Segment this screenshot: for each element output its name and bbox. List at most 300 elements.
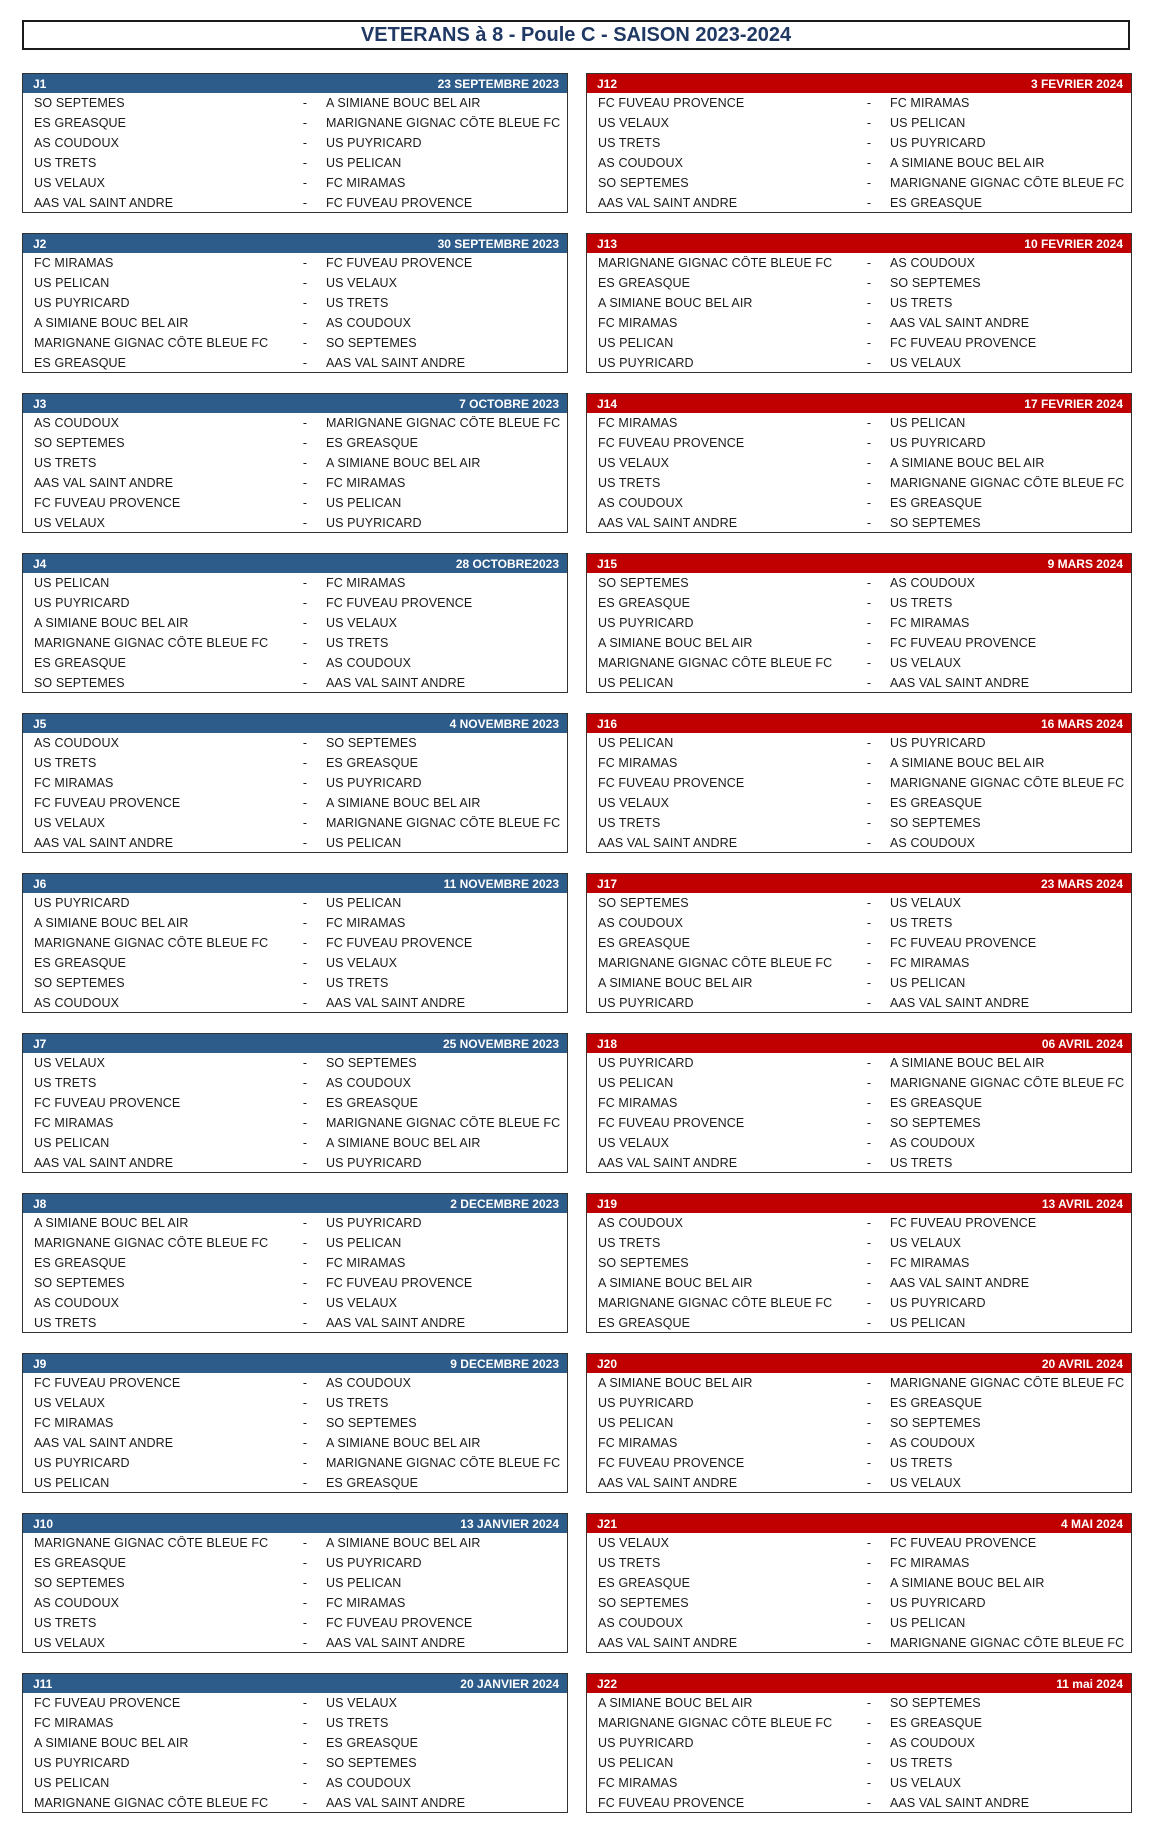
away-team: A SIMIANE BOUC BEL AIR — [326, 1136, 481, 1150]
match-separator: - — [302, 976, 308, 990]
home-team: US VELAUX — [598, 796, 670, 810]
away-team: FC MIRAMAS — [890, 96, 970, 110]
home-team: MARIGNANE GIGNAC CÔTE BLEUE FC — [34, 936, 269, 950]
match-row — [23, 293, 567, 313]
home-team: A SIMIANE BOUC BEL AIR — [34, 916, 189, 930]
match-separator: - — [866, 816, 872, 830]
match-row — [587, 1533, 1131, 1553]
match-separator: - — [866, 936, 872, 950]
match-row — [23, 1213, 567, 1233]
match-separator: - — [866, 1056, 872, 1070]
match-separator: - — [866, 116, 872, 130]
away-team: AS COUDOUX — [890, 1436, 976, 1450]
round-header — [587, 234, 1131, 253]
away-team: FC MIRAMAS — [890, 1256, 970, 1270]
match-row — [23, 653, 567, 673]
home-team: SO SEPTEMES — [34, 96, 125, 110]
home-team: ES GREASQUE — [598, 1316, 691, 1330]
match-row — [587, 1073, 1131, 1093]
match-separator: - — [866, 916, 872, 930]
match-separator: - — [302, 1136, 308, 1150]
home-team: US TRETS — [598, 1556, 661, 1570]
match-separator: - — [302, 1636, 308, 1650]
home-team: US PELICAN — [598, 676, 674, 690]
home-team: FC FUVEAU PROVENCE — [598, 776, 745, 790]
match-row — [23, 1373, 567, 1393]
match-row — [23, 1053, 567, 1073]
match-separator: - — [302, 1156, 308, 1170]
match-row — [23, 1093, 567, 1113]
home-team: A SIMIANE BOUC BEL AIR — [34, 316, 189, 330]
match-row — [23, 933, 567, 953]
round-label: J19 — [597, 1196, 618, 1211]
home-team: US PELICAN — [598, 1416, 674, 1430]
away-team: MARIGNANE GIGNAC CÔTE BLEUE FC — [890, 176, 1125, 190]
match-separator: - — [866, 1076, 872, 1090]
match-separator: - — [866, 656, 872, 670]
away-team: ES GREASQUE — [890, 1716, 983, 1730]
match-separator: - — [302, 576, 308, 590]
away-team: US PELICAN — [326, 496, 402, 510]
away-team: US PUYRICARD — [326, 1156, 422, 1170]
away-team: SO SEPTEMES — [326, 736, 417, 750]
match-separator: - — [302, 636, 308, 650]
away-team: ES GREASQUE — [326, 1476, 419, 1490]
round-date: 4 NOVEMBRE 2023 — [449, 716, 559, 731]
home-team: US VELAUX — [598, 1136, 670, 1150]
away-team: SO SEPTEMES — [890, 1416, 981, 1430]
away-team: MARIGNANE GIGNAC CÔTE BLEUE FC — [890, 1376, 1125, 1390]
home-team: ES GREASQUE — [598, 936, 691, 950]
round-label: J14 — [597, 396, 618, 411]
away-team: US VELAUX — [890, 896, 962, 910]
away-team: AS COUDOUX — [890, 256, 976, 270]
round-header — [23, 874, 567, 893]
away-team: MARIGNANE GIGNAC CÔTE BLEUE FC — [326, 416, 561, 430]
match-separator: - — [302, 996, 308, 1010]
home-team: A SIMIANE BOUC BEL AIR — [598, 296, 753, 310]
home-team: FC FUVEAU PROVENCE — [598, 1116, 745, 1130]
home-team: US PUYRICARD — [598, 1396, 694, 1410]
away-team: US TRETS — [326, 1396, 389, 1410]
away-team: ES GREASQUE — [326, 756, 419, 770]
match-separator: - — [866, 576, 872, 590]
round-date: 4 MAI 2024 — [1060, 1516, 1123, 1531]
away-team: US PELICAN — [890, 1616, 966, 1630]
match-separator: - — [302, 476, 308, 490]
away-team: AS COUDOUX — [326, 316, 412, 330]
match-separator: - — [866, 176, 872, 190]
round-block-j22 — [586, 1673, 1132, 1813]
home-team: US VELAUX — [598, 1536, 670, 1550]
match-separator: - — [866, 1576, 872, 1590]
away-team: US VELAUX — [326, 956, 398, 970]
home-team: US TRETS — [34, 756, 97, 770]
round-date: 11 NOVEMBRE 2023 — [443, 876, 559, 891]
match-row — [587, 1453, 1131, 1473]
home-team: AAS VAL SAINT ANDRE — [598, 1476, 738, 1490]
home-team: US PELICAN — [34, 1776, 110, 1790]
away-team: ES GREASQUE — [890, 796, 983, 810]
home-team: AS COUDOUX — [34, 1296, 120, 1310]
home-team: US VELAUX — [34, 516, 106, 530]
match-row — [23, 453, 567, 473]
home-team: MARIGNANE GIGNAC CÔTE BLEUE FC — [34, 336, 269, 350]
round-header — [587, 1674, 1131, 1693]
away-team: AAS VAL SAINT ANDRE — [326, 1636, 466, 1650]
away-team: FC FUVEAU PROVENCE — [326, 196, 473, 210]
match-row — [587, 1473, 1131, 1493]
away-team: AAS VAL SAINT ANDRE — [890, 1276, 1030, 1290]
round-label: J20 — [597, 1356, 618, 1371]
match-row — [587, 413, 1131, 433]
away-team: US VELAUX — [326, 276, 398, 290]
match-separator: - — [302, 676, 308, 690]
match-row — [587, 733, 1131, 753]
match-separator: - — [866, 616, 872, 630]
match-separator: - — [302, 96, 308, 110]
away-team: MARIGNANE GIGNAC CÔTE BLEUE FC — [890, 476, 1125, 490]
away-team: FC FUVEAU PROVENCE — [326, 1276, 473, 1290]
home-team: AAS VAL SAINT ANDRE — [598, 1636, 738, 1650]
match-row — [23, 1533, 567, 1553]
home-team: AS COUDOUX — [34, 416, 120, 430]
match-separator: - — [302, 1556, 308, 1570]
away-team: SO SEPTEMES — [890, 1696, 981, 1710]
round-label: J15 — [597, 556, 618, 571]
round-header — [23, 714, 567, 733]
home-team: FC MIRAMAS — [598, 756, 678, 770]
home-team: FC FUVEAU PROVENCE — [34, 796, 181, 810]
match-separator: - — [866, 1236, 872, 1250]
home-team: FC MIRAMAS — [598, 1436, 678, 1450]
match-row — [587, 593, 1131, 613]
home-team: MARIGNANE GIGNAC CÔTE BLEUE FC — [598, 256, 833, 270]
match-separator: - — [302, 956, 308, 970]
match-separator: - — [866, 1276, 872, 1290]
away-team: AAS VAL SAINT ANDRE — [890, 996, 1030, 1010]
match-row — [587, 1313, 1131, 1333]
match-separator: - — [302, 776, 308, 790]
away-team: MARIGNANE GIGNAC CÔTE BLEUE FC — [890, 1076, 1125, 1090]
match-row — [587, 633, 1131, 653]
match-row — [587, 1633, 1131, 1653]
match-row — [587, 513, 1131, 533]
away-team: AS COUDOUX — [326, 1776, 412, 1790]
home-team: AS COUDOUX — [598, 156, 684, 170]
match-row — [587, 1153, 1131, 1173]
round-date: 20 AVRIL 2024 — [1041, 1356, 1123, 1371]
away-team: MARIGNANE GIGNAC CÔTE BLEUE FC — [890, 776, 1125, 790]
match-row — [587, 833, 1131, 853]
match-row — [587, 113, 1131, 133]
match-row — [23, 1473, 567, 1493]
match-separator: - — [866, 296, 872, 310]
home-team: MARIGNANE GIGNAC CÔTE BLEUE FC — [598, 656, 833, 670]
round-date: 9 MARS 2024 — [1047, 556, 1123, 571]
home-team: AAS VAL SAINT ANDRE — [34, 836, 174, 850]
home-team: A SIMIANE BOUC BEL AIR — [34, 1736, 189, 1750]
match-separator: - — [866, 336, 872, 350]
round-header — [23, 1354, 567, 1373]
match-row — [587, 253, 1131, 273]
match-separator: - — [866, 1136, 872, 1150]
away-team: SO SEPTEMES — [326, 1416, 417, 1430]
home-team: ES GREASQUE — [34, 1556, 127, 1570]
match-row — [23, 173, 567, 193]
match-row — [23, 1753, 567, 1773]
match-row — [587, 653, 1131, 673]
match-row — [23, 333, 567, 353]
round-label: J10 — [33, 1516, 54, 1531]
away-team: AAS VAL SAINT ANDRE — [326, 1796, 466, 1810]
match-row — [587, 433, 1131, 453]
match-separator: - — [866, 976, 872, 990]
match-row — [587, 913, 1131, 933]
away-team: US VELAUX — [890, 1776, 962, 1790]
match-separator: - — [302, 936, 308, 950]
away-team: US TRETS — [890, 596, 953, 610]
round-date: 25 NOVEMBRE 2023 — [442, 1036, 559, 1051]
match-separator: - — [302, 656, 308, 670]
match-row — [587, 1273, 1131, 1293]
round-header — [587, 554, 1131, 573]
match-row — [587, 493, 1131, 513]
away-team: AS COUDOUX — [890, 1736, 976, 1750]
home-team: AAS VAL SAINT ANDRE — [34, 1436, 174, 1450]
match-row — [587, 1213, 1131, 1233]
match-row — [23, 1593, 567, 1613]
home-team: SO SEPTEMES — [34, 1576, 125, 1590]
match-separator: - — [866, 1456, 872, 1470]
away-team: US VELAUX — [890, 1476, 962, 1490]
away-team: SO SEPTEMES — [326, 336, 417, 350]
match-row — [587, 353, 1131, 373]
home-team: US VELAUX — [34, 1636, 106, 1650]
away-team: FC FUVEAU PROVENCE — [326, 596, 473, 610]
away-team: FC MIRAMAS — [326, 916, 406, 930]
away-team: US PELICAN — [326, 1236, 402, 1250]
away-team: FC FUVEAU PROVENCE — [326, 1616, 473, 1630]
away-team: FC MIRAMAS — [326, 1256, 406, 1270]
home-team: ES GREASQUE — [34, 356, 127, 370]
away-team: US TRETS — [890, 916, 953, 930]
home-team: SO SEPTEMES — [34, 976, 125, 990]
home-team: US TRETS — [34, 156, 97, 170]
away-team: FC MIRAMAS — [326, 176, 406, 190]
match-row — [587, 1413, 1131, 1433]
match-row — [23, 1313, 567, 1333]
match-separator: - — [302, 1296, 308, 1310]
home-team: MARIGNANE GIGNAC CÔTE BLEUE FC — [34, 636, 269, 650]
round-label: J11 — [33, 1676, 53, 1691]
away-team: ES GREASQUE — [890, 496, 983, 510]
away-team: FC FUVEAU PROVENCE — [890, 936, 1037, 950]
home-team: US PELICAN — [598, 1756, 674, 1770]
match-row — [23, 1793, 567, 1813]
home-team: A SIMIANE BOUC BEL AIR — [34, 616, 189, 630]
home-team: AS COUDOUX — [34, 996, 120, 1010]
match-separator: - — [866, 356, 872, 370]
match-separator: - — [866, 1556, 872, 1570]
match-row — [23, 513, 567, 533]
round-date: 30 SEPTEMBRE 2023 — [437, 236, 559, 251]
match-separator: - — [302, 1396, 308, 1410]
match-row — [23, 733, 567, 753]
home-team: FC MIRAMAS — [598, 316, 678, 330]
round-block-j7 — [22, 1033, 568, 1173]
home-team: US PUYRICARD — [34, 1456, 130, 1470]
match-row — [23, 593, 567, 613]
match-row — [587, 573, 1131, 593]
round-date: 13 JANVIER 2024 — [460, 1516, 559, 1531]
match-separator: - — [866, 836, 872, 850]
away-team: ES GREASQUE — [890, 196, 983, 210]
match-row — [23, 973, 567, 993]
match-separator: - — [866, 316, 872, 330]
home-team: ES GREASQUE — [34, 656, 127, 670]
match-separator: - — [302, 356, 308, 370]
match-row — [23, 313, 567, 333]
round-block-j1 — [22, 73, 568, 213]
away-team: FC MIRAMAS — [326, 476, 406, 490]
match-separator: - — [302, 1416, 308, 1430]
match-separator: - — [302, 296, 308, 310]
home-team: FC MIRAMAS — [34, 1116, 114, 1130]
home-team: FC MIRAMAS — [34, 256, 114, 270]
match-row — [587, 453, 1131, 473]
match-separator: - — [302, 1316, 308, 1330]
home-team: ES GREASQUE — [598, 596, 691, 610]
home-team: AAS VAL SAINT ANDRE — [598, 1156, 738, 1170]
match-row — [23, 133, 567, 153]
match-separator: - — [866, 1296, 872, 1310]
match-separator: - — [866, 1476, 872, 1490]
match-separator: - — [866, 1156, 872, 1170]
round-date: 06 AVRIL 2024 — [1041, 1036, 1123, 1051]
home-team: FC MIRAMAS — [34, 1716, 114, 1730]
match-row — [587, 1293, 1131, 1313]
match-separator: - — [302, 1276, 308, 1290]
round-block-j20 — [586, 1353, 1132, 1493]
away-team: FC FUVEAU PROVENCE — [890, 336, 1037, 350]
round-block-j14 — [586, 393, 1132, 533]
match-separator: - — [302, 1476, 308, 1490]
away-team: MARIGNANE GIGNAC CÔTE BLEUE FC — [326, 116, 561, 130]
home-team: MARIGNANE GIGNAC CÔTE BLEUE FC — [598, 956, 833, 970]
home-team: ES GREASQUE — [34, 116, 127, 130]
match-separator: - — [302, 1076, 308, 1090]
match-separator: - — [302, 896, 308, 910]
match-separator: - — [866, 1416, 872, 1430]
match-row — [23, 773, 567, 793]
match-separator: - — [302, 336, 308, 350]
match-separator: - — [302, 1596, 308, 1610]
away-team: AS COUDOUX — [890, 836, 976, 850]
match-separator: - — [302, 1776, 308, 1790]
away-team: A SIMIANE BOUC BEL AIR — [890, 156, 1045, 170]
home-team: AAS VAL SAINT ANDRE — [598, 836, 738, 850]
home-team: FC FUVEAU PROVENCE — [598, 1456, 745, 1470]
home-team: AAS VAL SAINT ANDRE — [34, 476, 174, 490]
home-team: SO SEPTEMES — [34, 436, 125, 450]
match-row — [587, 933, 1131, 953]
home-team: SO SEPTEMES — [598, 1256, 689, 1270]
match-separator: - — [866, 676, 872, 690]
round-label: J13 — [597, 236, 618, 251]
match-separator: - — [302, 1756, 308, 1770]
home-team: FC MIRAMAS — [598, 1096, 678, 1110]
home-team: SO SEPTEMES — [598, 176, 689, 190]
match-separator: - — [866, 1116, 872, 1130]
home-team: SO SEPTEMES — [34, 1276, 125, 1290]
home-team: AAS VAL SAINT ANDRE — [34, 1156, 174, 1170]
match-separator: - — [302, 1576, 308, 1590]
home-team: SO SEPTEMES — [34, 676, 125, 690]
round-block-j16 — [586, 713, 1132, 853]
match-separator: - — [866, 416, 872, 430]
away-team: SO SEPTEMES — [326, 1056, 417, 1070]
match-separator: - — [302, 616, 308, 630]
match-separator: - — [302, 796, 308, 810]
match-separator: - — [866, 1696, 872, 1710]
round-date: 28 OCTOBRE2023 — [455, 556, 559, 571]
round-block-j2 — [22, 233, 568, 373]
round-label: J9 — [33, 1356, 47, 1371]
away-team: US TRETS — [890, 1456, 953, 1470]
away-team: US PUYRICARD — [326, 1556, 422, 1570]
home-team: A SIMIANE BOUC BEL AIR — [598, 1696, 753, 1710]
round-header — [587, 874, 1131, 893]
away-team: ES GREASQUE — [326, 1736, 419, 1750]
match-row — [23, 1693, 567, 1713]
match-separator: - — [866, 1616, 872, 1630]
home-team: AAS VAL SAINT ANDRE — [34, 196, 174, 210]
home-team: US PUYRICARD — [34, 296, 130, 310]
away-team: SO SEPTEMES — [890, 516, 981, 530]
away-team: US PUYRICARD — [890, 436, 986, 450]
away-team: SO SEPTEMES — [890, 816, 981, 830]
match-row — [587, 773, 1131, 793]
match-row — [587, 133, 1131, 153]
match-separator: - — [302, 1096, 308, 1110]
round-header — [587, 74, 1131, 93]
round-block-j4 — [22, 553, 568, 693]
away-team: US VELAUX — [326, 1696, 398, 1710]
match-separator: - — [866, 1736, 872, 1750]
match-row — [587, 293, 1131, 313]
match-separator: - — [302, 256, 308, 270]
match-row — [23, 353, 567, 373]
home-team: AS COUDOUX — [34, 736, 120, 750]
match-separator: - — [866, 996, 872, 1010]
home-team: US PELICAN — [598, 736, 674, 750]
match-row — [587, 1713, 1131, 1733]
round-block-j18 — [586, 1033, 1132, 1173]
match-row — [587, 1733, 1131, 1753]
round-date: 16 MARS 2024 — [1040, 716, 1123, 731]
match-separator: - — [302, 736, 308, 750]
round-label: J6 — [33, 876, 47, 891]
match-row — [587, 753, 1131, 773]
away-team: US PELICAN — [326, 156, 402, 170]
home-team: AS COUDOUX — [34, 1596, 120, 1610]
home-team: US VELAUX — [34, 1056, 106, 1070]
match-row — [23, 1733, 567, 1753]
match-row — [23, 1293, 567, 1313]
match-row — [23, 1113, 567, 1133]
away-team: US PUYRICARD — [326, 1216, 422, 1230]
